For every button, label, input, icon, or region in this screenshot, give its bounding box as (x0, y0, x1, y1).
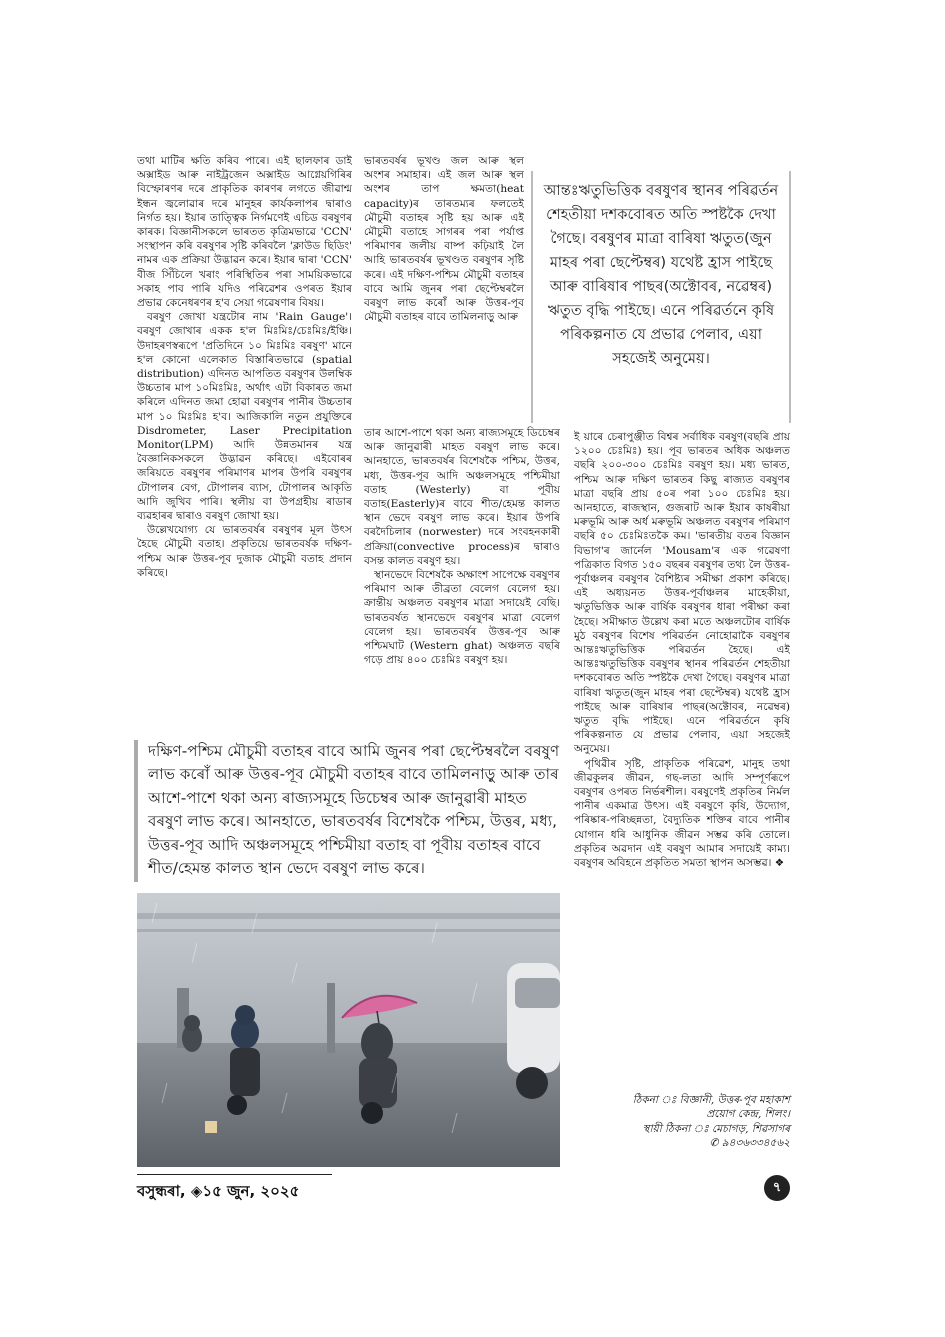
rain-photo (137, 893, 560, 1167)
paragraph: পৃথিৱীৰ সৃষ্টি, প্ৰাকৃতিক পৰিৱেশ, মানুহ তথা জীৱকুলৰ জীৱন, গছ-লতা আদি সম্পূৰ্ণৰূপে বৰষুণৰ ওপৰত নিৰ্ভৰশীল। বৰষুণেই প্ৰকৃতিৰ নিৰ্মল পানীৰ একমাত্ৰ উৎস। এই বৰষুণে কৃষি, উদ্যোগ, পৰিষ্কাৰ-পৰিচ্ছন্নতা, বৈদ্যুতিক শক্তিৰ বাবে পানীৰ যোগান ধৰি আধুনিক জীৱন সম্ভৱ কৰি তোলে। প্ৰকৃতিৰ অৱদান এই বৰষুণ আমাৰ সদায়েই কাম্য। বৰষুণৰ অবিহনে প্ৰকৃতিত সমতা স্থাপন অসম্ভৱ। ❖ (574, 757, 790, 870)
paragraph: তাৰ আশে-পাশে থকা অন্য ৰাজ্যসমূহে ডিচেম্বৰ আৰু জানুৱাৰী মাহত বৰষুণ লাভ কৰে। আনহাতে, ভাৰতবৰ্ষৰ বিশেষকৈ পশ্চিম, উত্তৰ, মধ্য, উত্তৰ-পূব আদি অঞ্চলসমূহে পশ্চিমীয়া বতাহ (Westerly) বা পূবীয় বতাহ(Easterly)ৰ বাবে শীত/হেমন্ত কালত স্থান ভেদে বৰষুণ লাভ কৰে। ইয়াৰ উপৰি বৰদৈচিলাৰ (norwester) দৰে সংবহনকাৰী প্ৰক্ৰিয়া(convective process)ৰ দ্বাৰাও বসন্ত কালত বৰষুণ হয়। (364, 427, 560, 567)
article-column-2 (364, 154, 524, 426)
footer-rule (137, 1174, 332, 1175)
paragraph: তথা মাটিৰ ক্ষতি কৰিব পাৰে। এই ছালফাৰ ডাই অক্সাইড আৰু নাইট্ৰজেন অক্সাইড আগ্নেয়গিৰিৰ বিস্ফোৰণৰ দৰে প্ৰাকৃতিক কাৰণৰ লগতে জীৱাশ্ম ইন্ধন জ্বলোৱাৰ দৰে মানুহৰ কাৰ্যকলাপৰ দ্বাৰাও নিৰ্গত হয়। ইয়াৰ তাত্ত্বিক নিৰ্গমণেই এচিড বৰষুণৰ কাৰক। বিজ্ঞানীসকলে ভাৰতত কৃত্ৰিমভাৱে 'CCN' সংস্থাপন কৰি বৰষুণৰ সৃষ্টি কৰিবলৈ 'ক্লাউড ছিডিং' নামৰ এক প্ৰক্ৰিয়া উদ্ভাৱন কৰে। ইয়াৰ দ্বাৰা 'CCN' বীজ সিঁচিলে খৰাং পৰিস্থিতিৰ পৰা সাময়িকভাৱে সকাহ পাব পাৰি যদিও পৰিৱেশৰ ওপৰত ইয়াৰ প্ৰভাৱ কেনেধৰণৰ হ'ব সেয়া গৱেষণাৰ বিষয়। (137, 155, 352, 310)
article-column-3 (574, 430, 790, 1086)
paragraph: ভাৰতবৰ্ষৰ ভূখণ্ড জল আৰু স্থল অংশৰ সমাহাৰ। এই জল আৰু স্থল অংশৰ তাপ ক্ষমতা(heat capacity)ৰ তাৰতম্যৰ ফলতেই মৌচুমী বতাহৰ সৃষ্টি হয় আৰু এই মৌচুমী বতাহে সাগৰৰ পৰা পৰ্যাপ্ত পৰিমাণৰ জলীয় বাষ্প কঢ়িয়াই লৈ আহি ভাৰতবৰ্ষৰ ভূখণ্ডত বৰষুণৰ সৃষ্টি কৰে। এই দক্ষিণ-পশ্চিম মৌচুমী বতাহৰ বাবে আমি জুনৰ পৰা ছেপ্টেম্বৰলৈ বৰষুণ লাভ কৰোঁ আৰু উত্তৰ-পূব মৌচুমী বতাহৰ বাবে তামিলনাড়ু আৰু (364, 155, 524, 324)
paragraph: বৰষুণ জোখা যন্ত্ৰটোৰ নাম 'Rain Gauge'। বৰষুণ জোখাৰ একক হ'ল মিঃমিঃ/চেঃমিঃ/ইঞ্চি। উদাহৰণস্বৰূপে 'প্ৰতিদিনে ১০ মিঃমিঃ বৰষুণ' মানে হ'ল কোনো এলেকাত বিস্তাৰিতভাৱে (spatial distribution) এদিনত আপতিত বৰষুণৰ উলম্বিক উচ্চতাৰ মাপ ১০মিঃমিঃ, অৰ্থাৎ এটা বিকাৰত জমা কৰিলে এদিনত জমা হোৱা বৰষুণৰ পানীৰ উচ্চতাৰ মাপ ১০ মিঃমিঃ হ'ব। আজিকালি নতুন প্ৰযুক্তিৰে Disdrometer, Laser Precipitation Monitor(LPM) আদি উন্নতমানৰ যন্ত্ৰ বৈজ্ঞানিকসকলে উদ্ভাৱন কৰিছে। এইবোৰৰ জৰিয়তে বৰষুণৰ পৰিমাণৰ মাপৰ উপৰি বৰষুণৰ টোপালৰ বেগ, টোপালৰ ব্যাস, টোপালৰ আকৃতি আদি জুখিব পাৰি। স্থলীয় বা উপগ্ৰহীয় ৰাডাৰ ব্যৱহাৰৰ দ্বাৰাও বৰষুণ জোখা হয়। (137, 311, 352, 523)
pull-quote-mid: দক্ষিণ-পশ্চিম মৌচুমী বতাহৰ বাবে আমি জুনৰ পৰা ছেপ্টেম্বৰলৈ বৰষুণ লাভ কৰোঁ আৰু উত্তৰ-পূব মৌচুমী বতাহৰ বাবে তামিলনাড়ু আৰু তাৰ আশে-পাশে থকা অন্য ৰাজ্যসমূহে ডিচেম্বৰ আৰু জানুৱাৰী মাহত বৰষুণ লাভ কৰে। আনহাতে, ভাৰতবৰ্ষৰ বিশেষকৈ পশ্চিম, উত্তৰ, মধ্য, উত্তৰ-পূব আদি অঞ্চলসমূহে পশ্চিমীয়া বতাহ বা পূবীয় বতাহৰ বাবে শীত/হেমন্ত কালত স্থান ভেদে বৰষুণ লাভ কৰে। (134, 740, 564, 882)
article-column-1 (137, 154, 352, 730)
author-address (560, 1093, 790, 1151)
address-line: ঠিকনা ঃ বিজ্ঞানী, উত্তৰ-পূব মহাকাশ (632, 1094, 790, 1106)
paragraph: স্থানভেদে বিশেষকৈ অক্ষাংশ সাপেক্ষে বৰষুণৰ পৰিমাণ আৰু তীব্ৰতা বেলেগ বেলেগ হয়। ক্ৰান্তীয় অঞ্চলত বৰষুণৰ মাত্ৰা সদায়েই বেছি। ভাৰতবৰ্ষত স্থানভেদে বৰষুণৰ মাত্ৰা বেলেগ বেলেগ হয়। ভাৰতবৰ্ষৰ উত্তৰ-পূব আৰু পশ্চিমঘাট (Western ghat) অঞ্চলত বছৰি গড়ে প্ৰায় ৪০০ চেঃমিঃ বৰষুণ হয়। (364, 569, 560, 667)
paragraph: ই য়াৰে চেৰাপুঞ্জীত বিশ্বৰ সৰ্বাধিক বৰষুণ(বছৰি প্ৰায় ১২০০ চেঃমিঃ) হয়। পূব ভাৰতৰ অধিক অঞ্চলত বছৰি ২০০-৩০০ চেঃমিঃ বৰষুণ হয়। মধ্য ভাৰত, পশ্চিম আৰু দক্ষিণ ভাৰতৰ কিছু ৰাজ্যত বৰষুণৰ মাত্ৰা বছৰি প্ৰায় ৫০ৰ পৰা ১০০ চেঃমিঃ হয়। আনহাতে, ৰাজস্থান, গুজৰাট আৰু ইয়াৰ কাষৰীয়া মৰুভূমি আৰু অৰ্ধ মৰুভূমি অঞ্চলত বৰষুণৰ পৰিমাণ বছৰি ৫০ চেঃমিঃতকৈ কম। 'ভাৰতীয় বতৰ বিজ্ঞান বিভাগ'ৰ জাৰ্নেল 'Mousam'ৰ এক গৱেষণা পত্ৰিকাত বিগত ১৫০ বছৰৰ বৰষুণৰ তথ্য লৈ উত্তৰ-পূৰ্বাঞ্চলৰ বৰষুণৰ বৈশিষ্ট্যৰ সমীক্ষা প্ৰকাশ কৰিছে। এই অধ্যয়নত উত্তৰ-পূৰ্বাঞ্চলৰ মাহেকীয়া, ঋতুভিত্তিক আৰু বাৰ্ষিক বৰষুণৰ ধাৰা পৰীক্ষা কৰা হৈছে। সমীক্ষাত উল্লেখ কৰা মতে অঞ্চলটোৰ বাৰ্ষিক মুঠ বৰষুণৰ বিশেষ পৰিৱৰ্তন নোহোৱাকৈ বৰষুণৰ আন্তঃঋতুভিত্তিক পৰিৱৰ্তন হৈছে। এই আন্তঃঋতুভিত্তিক বৰষুণৰ স্থানৰ পৰিৱৰ্তন শেহতীয়া দশকবোৰত অতি স্পষ্টকৈ দেখা গৈছে। বৰষুণৰ মাত্ৰা বাৰিষা ঋতুত(জুন মাহৰ পৰা ছেপ্টেম্বৰ) যথেষ্ট হ্ৰাস পাইছে আৰু বাৰিষাৰ পাছৰ(অক্টোবৰ, নৱেম্বৰ) ঋতুত বৃদ্ধি পাইছে। এনে পৰিৱৰ্তনে কৃষি পৰিকল্পনাত যে প্ৰভাৱ পেলাব, এয়া সহজেই অনুমেয়। (574, 431, 790, 756)
paragraph: উল্লেখযোগ্য যে ভাৰতবৰ্ষৰ বৰষুণৰ মূল উৎস হৈছে মৌচুমী বতাহ। প্ৰকৃতিয়ে ভাৰতবৰ্ষক দক্ষিণ-পশ্চিম আৰু উত্তৰ-পূব দুজাক মৌচুমী বতাহ প্ৰদান কৰিছে। (137, 524, 352, 579)
address-line: স্থায়ী ঠিকনা ঃ মেচাগড়, শিৱসাগৰ (642, 1122, 790, 1135)
page-number: ৭ (764, 1175, 790, 1201)
address-line: প্ৰয়োগ কেন্দ্ৰ, শিলং। (706, 1108, 790, 1121)
article-column-2-lower (364, 426, 560, 730)
footer-publication: বসুন্ধৰা, ◈১৫ জুন, ২০২৫ (137, 1182, 300, 1200)
pull-quote-top: আন্তঃঋতুভিত্তিক বৰষুণৰ স্থানৰ পৰিৱৰ্তন শেহতীয়া দশকবোৰত অতি স্পষ্টকৈ দেখা গৈছে। বৰষুণৰ মাত্ৰা বাৰিষা ঋতুত(জুন মাহৰ পৰা ছেপ্টেম্বৰ) যথেষ্ট হ্ৰাস পাইছে আৰু বাৰিষাৰ পাছৰ(অক্টোবৰ, নৱেম্বৰ) ঋতুত বৃদ্ধি পাইছে। এনে পৰিৱৰ্তনে কৃষি পৰিকল্পনাত যে প্ৰভাৱ পেলাব, এয়া সহজেই অনুমেয়। (531, 171, 791, 423)
phone-number: ✆ ৯৪৩৬৩৩৪৫৬২ (709, 1137, 790, 1150)
